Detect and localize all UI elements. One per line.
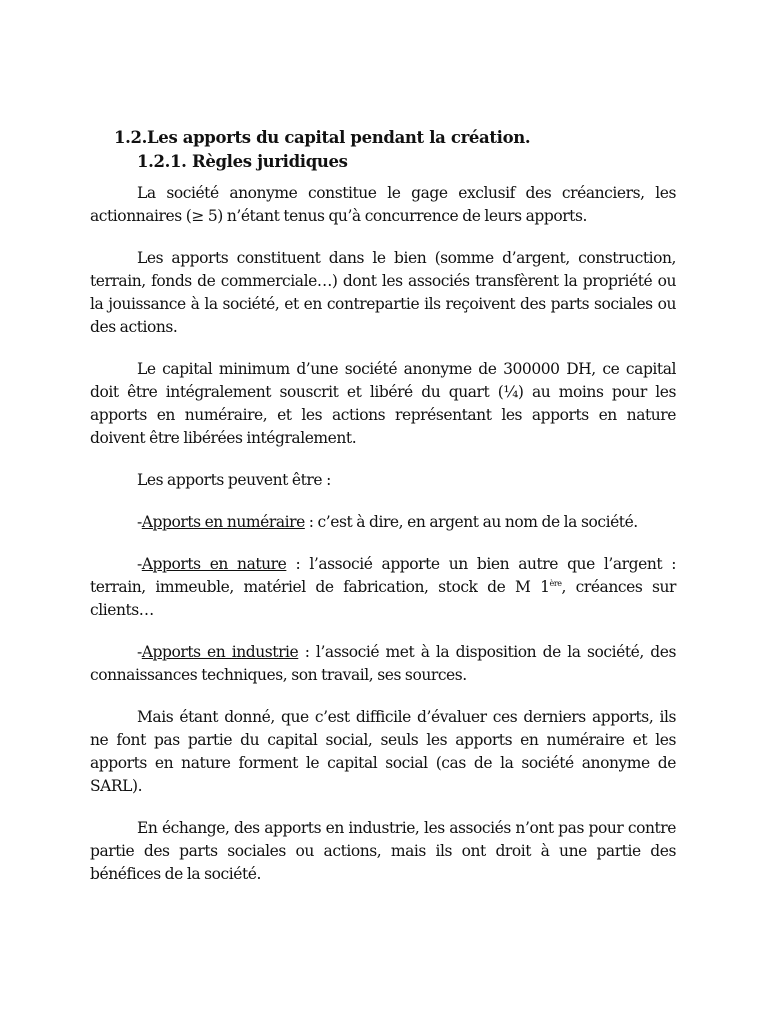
paragraph-2: Les apports constituent dans le bien (somme d’argent, construction, terrain, fonds de commerciale…) dont les associés transfèrent la propriété ou la jouissance à la société, et en contrepartie ils reçoivent des parts sociales ou des actions. <box>90 249 676 336</box>
list-item-text: : l’associé met à la disposition de la société, des connaissances techniques, son travail, ses sources. <box>90 643 677 684</box>
list-item-term: Apports en nature <box>141 555 287 573</box>
paragraph-6: En échange, des apports en industrie, les associés n’ont pas pour contre partie des parts sociales ou actions, mais ils ont droit à une partie des bénéfices de la société. <box>90 819 676 883</box>
list-item-term: Apports en industrie <box>141 643 299 661</box>
list-item-text: : l’associé apporte un bien autre que l’argent : terrain, immeuble, matériel de fabrication, stock de M 1 <box>90 555 676 596</box>
list-item-industrie <box>90 641 676 687</box>
superscript-ere: ère <box>549 579 562 588</box>
list-item-text-end: , créances sur clients… <box>90 578 677 619</box>
section-heading: 1.2.Les apports du capital pendant la création. <box>114 128 531 147</box>
list-item-nature <box>90 553 676 622</box>
list-item-text: : c’est à dire, en argent au nom de la société. <box>304 513 638 531</box>
paragraph-1: La société anonyme constitue le gage exclusif des créanciers, les actionnaires (≥ 5) n’étant tenus qu’à concurrence de leurs apports. <box>90 184 676 225</box>
list-item-prefix: - <box>137 643 142 661</box>
paragraph-3: Le capital minimum d’une société anonyme de 300000 DH, ce capital doit être intégralement souscrit et libéré du quart (¼) au moins pour les apports en numéraire, et les actions représentant les apports en nature doivent être libérées intégralement. <box>90 360 676 447</box>
document-body <box>90 126 676 905</box>
list-item-numeraire <box>90 511 676 534</box>
list-item-prefix: - <box>137 513 142 531</box>
list-item-prefix: - <box>137 555 142 573</box>
paragraph-4: Les apports peuvent être : <box>137 471 331 489</box>
paragraph-5: Mais étant donné, que c’est difficile d’évaluer ces derniers apports, ils ne font pas partie du capital social, seuls les apports en numéraire et les apports en nature forment le capital social (cas de la société anonyme de SARL). <box>90 708 676 795</box>
list-item-term: Apports en numéraire <box>141 513 305 531</box>
subsection-heading: 1.2.1. Règles juridiques <box>137 152 348 171</box>
